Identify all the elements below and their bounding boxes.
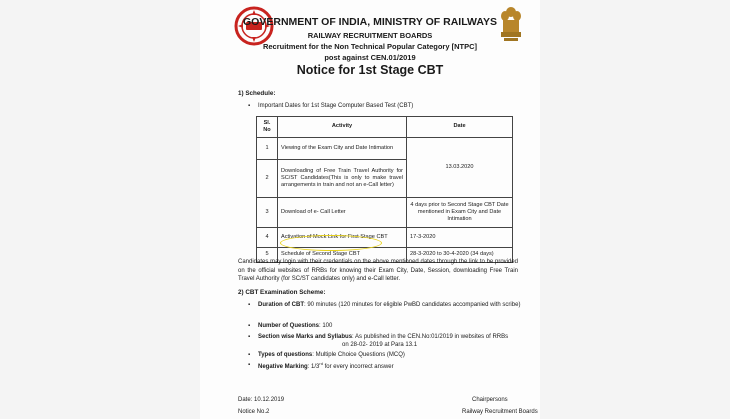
row-number: 1: [257, 138, 278, 160]
cen-heading: post against CEN.01/2019: [324, 53, 416, 62]
schedule-intro: ▪ Important Dates for 1st Stage Computer Based Test (CBT): [258, 103, 413, 109]
notice-number: Notice No.2: [238, 409, 270, 415]
scheme-item-questions: [258, 322, 524, 330]
scheme-item-value: : 100: [319, 323, 333, 329]
scheme-item-value: : As published in the CEN.No:01/2019 in websites of RRBs: [352, 334, 509, 340]
row-date: 4 days prior to Second Stage CBT Date mentioned in Exam City and Date Intimation: [407, 198, 513, 228]
highlight-circle: [280, 235, 382, 251]
instructions-paragraph: Candidates may login with their credentials on the above mentioned dates through the link to be provided on the official websites of RRBs for knowing their Exam City, Date, Session, downloading Free Train Travel Authority (for SC/ST candidates only) and e-Call letter.: [238, 259, 518, 283]
table-header-row: [257, 117, 513, 138]
scheme-item-value-cont: on 28-02- 2019 at Para 13.1: [342, 342, 418, 349]
signatory: Chairpersons: [472, 397, 508, 403]
notice-date: Date: 10.12.2019: [238, 397, 285, 403]
row-activity: Schedule of Second Stage CBT: [278, 248, 407, 263]
table-row: [257, 198, 513, 228]
scheme-item-syllabus: [258, 333, 524, 349]
row-activity: Activation of Mock Link for First Stage CBT: [278, 228, 407, 248]
column-header-activity: Activity: [278, 117, 407, 138]
row-number: 4: [257, 228, 278, 248]
scheme-item-label: Section wise Marks and Syllabus: [258, 334, 353, 340]
scheme-item-duration: [258, 301, 524, 309]
scheme-item-superscript: rd: [319, 361, 323, 366]
row-date: 28-3-2020 to 30-4-2020 (34 days): [407, 248, 513, 263]
ministry-heading: GOVERNMENT OF INDIA, MINISTRY OF RAILWAYS: [243, 16, 497, 28]
column-header-date: Date: [407, 117, 513, 138]
row-date: 17-3-2020: [407, 228, 513, 248]
scheme-item-value: : 1/3: [307, 364, 320, 370]
scheme-item-value: : Multiple Choice Questions (MCQ): [312, 352, 405, 358]
row-number: 3: [257, 198, 278, 228]
schedule-heading: 1) Schedule:: [238, 90, 276, 97]
page-title: Notice for 1st Stage CBT: [296, 63, 444, 77]
row-number: 5: [257, 248, 278, 263]
scheme-item-label: Negative Marking: [258, 364, 308, 370]
scheme-item-label: Number of Questions: [258, 323, 320, 329]
scheme-item-negative-marking: [258, 361, 524, 371]
row-date: 13.03.2020: [407, 138, 513, 198]
scheme-item-value-post: for every incorrect answer: [322, 364, 394, 370]
scheme-item-question-types: [258, 351, 524, 359]
row-activity: Download of e- Call Letter: [278, 198, 407, 228]
row-activity: Downloading of Free Train Travel Authority for SC/ST Candidates(This is only to make travel arrangements in train and not an e-Call letter): [278, 160, 407, 198]
board-heading: RAILWAY RECRUITMENT BOARDS: [307, 31, 433, 40]
recruitment-heading: Recruitment for the Non Technical Popular Category [NTPC]: [262, 42, 478, 51]
notice-document: [200, 0, 540, 419]
table-row: [257, 138, 513, 160]
scheme-item-value: : 90 minutes (120 minutes for eligible PwBD candidates accompanied with scribe): [304, 302, 521, 308]
signatory-org: Railway Recruitment Boards: [462, 409, 538, 415]
scheme-item-label: Duration of CBT: [258, 302, 304, 308]
row-activity: Viewing of the Exam City and Date Intimation: [278, 138, 407, 160]
column-header-sl-no: Sl. No: [257, 117, 278, 138]
scheme-heading: 2) CBT Examination Scheme:: [238, 289, 326, 296]
row-number: 2: [257, 160, 278, 198]
scheme-item-label: Types of questions: [258, 352, 313, 358]
